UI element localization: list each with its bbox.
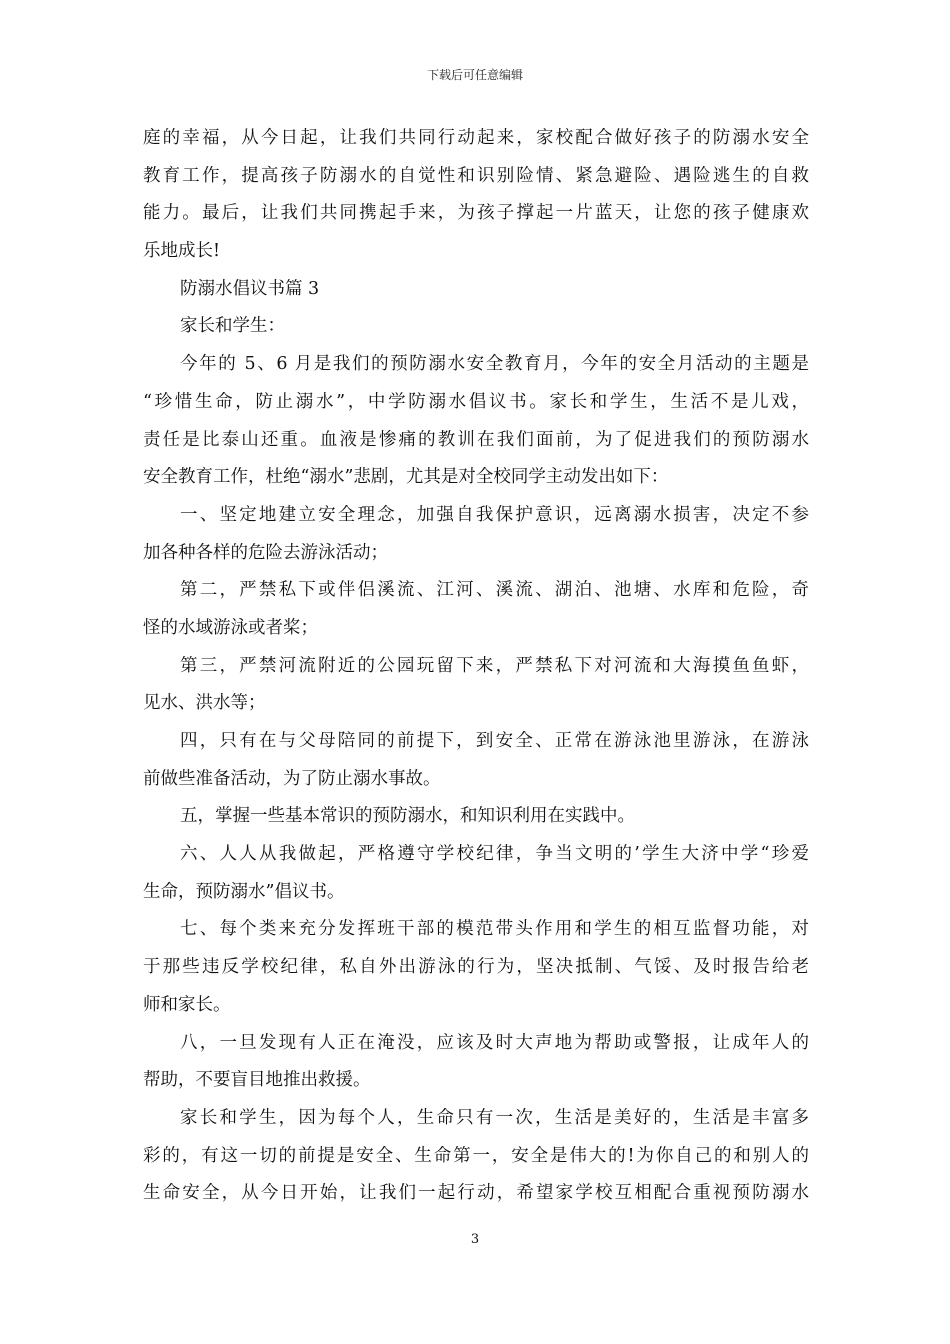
text-line: 庭的幸福，从今日起，让我们共同行动起来，家校配合做好孩子的防溺水安全 (143, 128, 809, 148)
text-line: 第三，严禁河流附近的公园玩留下来，严禁私下对河流和大海摸鱼鱼虾， (180, 655, 809, 676)
text-line: 安全教育工作，杜绝“溺水”悲剧，尤其是对全校同学主动发出如下： (143, 467, 669, 488)
text-line: 乐地成长! (143, 241, 221, 262)
text-line: 防溺水倡议书篇 3 (180, 278, 320, 299)
text-line: 见水、洪水等； (143, 693, 266, 714)
text-line: 生命，预防溺水”倡议书。 (143, 881, 345, 902)
text-line: 帮助，不要盲目地推出救援。 (143, 1070, 371, 1091)
text-line: 家长和学生： (180, 316, 285, 337)
text-line: 能力。最后，让我们共同携起手来，为孩子撑起一片蓝天，让您的孩子健康欢 (143, 203, 809, 224)
text-line: 今年的 5、6 月是我们的预防溺水安全教育月，今年的安全月活动的主题是 (180, 354, 809, 375)
text-line: “珍惜生命，防止溺水”，中学防溺水倡议书。家长和学生，生活不是儿戏， (143, 391, 809, 412)
text-line: 五，掌握一些基本常识的预防溺水，和知识利用在实践中。 (180, 806, 635, 827)
text-line: 加各种各样的危险去游泳活动； (143, 542, 388, 563)
text-line: 生命安全，从今日开始，让我们一起行动，希望家学校互相配合重视预防溺水 (143, 1183, 809, 1204)
text-line: 六、人人从我做起，严格遵守学校纪律，争当文明的’学生大济中学“珍爱 (180, 844, 809, 865)
text-line: 彩的，有这一切的前提是安全、生命第一，安全是伟大的!为你自己的和别人的 (143, 1145, 809, 1166)
text-line: 怪的水域游泳或者桨； (143, 617, 318, 638)
text-line: 教育工作，提高孩子防溺水的自觉性和识别险情、紧急避险、遇险逃生的自救 (143, 165, 809, 186)
text-line: 一、坚定地建立安全理念，加强自我保护意识，远离溺水损害，决定不参 (180, 504, 809, 525)
page-header: 下载后可任意编辑 (426, 68, 523, 82)
text-line: 责任是比泰山还重。血液是惨痛的教训在我们面前，为了促进我们的预防溺水 (143, 429, 809, 450)
text-line: 八，一旦发现有人正在淹没，应该及时大声地为帮助或警报，让成年人的 (180, 1032, 809, 1053)
document-body (143, 120, 809, 1213)
text-line: 师和家长。 (143, 994, 231, 1015)
text-line: 于那些违反学校纪律，私自外出游泳的行为，坚决抵制、气馁、及时报告给老 (143, 957, 809, 978)
text-line: 前做些准备活动，为了防止溺水事故。 (143, 768, 441, 789)
text-line: 第二，严禁私下或伴侣溪流、江河、溪流、湖泊、池塘、水库和危险，奇 (180, 580, 809, 601)
text-line: 四，只有在与父母陪同的前提下，到安全、正常在游泳池里游泳，在游泳 (180, 731, 809, 751)
page-number: 3 (470, 1232, 480, 1247)
text-line: 家长和学生，因为每个人，生命只有一次，生活是美好的，生活是丰富多 (180, 1107, 809, 1128)
text-line: 七、每个类来充分发挥班干部的模范带头作用和学生的相互监督功能，对 (180, 919, 809, 940)
